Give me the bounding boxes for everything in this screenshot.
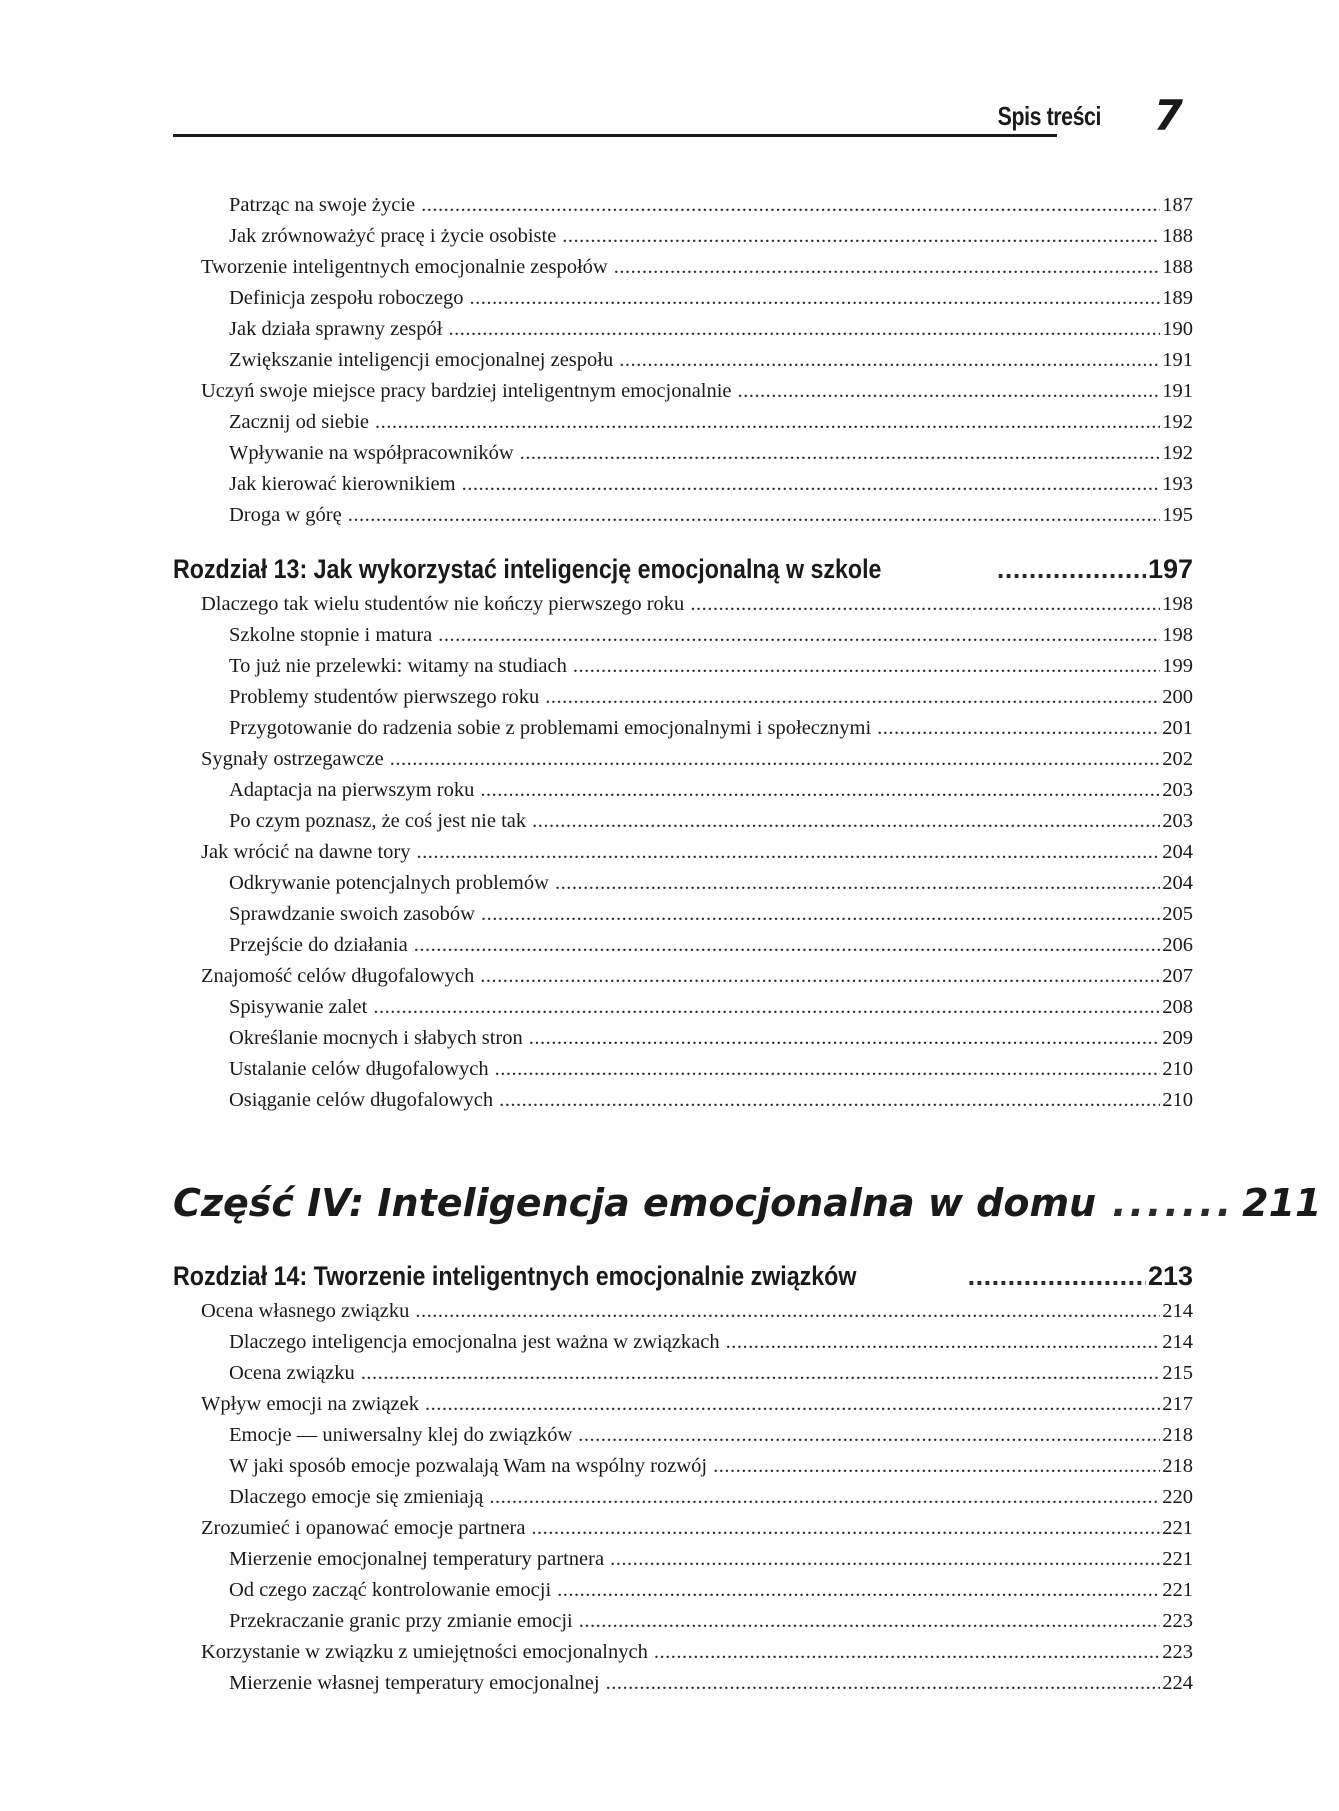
dot-leader <box>425 1393 1160 1416</box>
entry-title: Droga w górę <box>229 504 342 526</box>
entry-page: 187 <box>1162 194 1193 216</box>
part-heading[interactable] <box>173 1164 1322 1242</box>
dot-leader <box>614 256 1161 279</box>
entry-title: Sprawdzanie swoich zasobów <box>229 903 475 925</box>
page-number: 7 <box>1153 91 1183 140</box>
entry-page: 204 <box>1162 841 1193 863</box>
entry-title: Patrząc na swoje życie <box>229 194 416 216</box>
entry-page: 193 <box>1162 473 1193 495</box>
dot-leader <box>495 1058 1161 1081</box>
toc-subsection-entry[interactable] <box>173 872 1193 903</box>
dot-leader <box>545 686 1160 709</box>
dot-leader <box>968 1261 1146 1292</box>
chapter-heading[interactable] <box>173 1252 1193 1300</box>
toc-section-entry[interactable] <box>173 1393 1193 1424</box>
dot-leader <box>997 554 1146 585</box>
dot-leader <box>579 1610 1160 1633</box>
dot-leader <box>489 1486 1160 1509</box>
toc-subsection-entry[interactable] <box>173 1027 1193 1058</box>
header-rule <box>173 134 1057 137</box>
entry-page: 220 <box>1162 1486 1193 1508</box>
entry-title: Jak działa sprawny zespół <box>229 318 443 340</box>
entry-title: Ocena związku <box>229 1362 355 1384</box>
dot-leader <box>619 349 1160 372</box>
entry-title: Uczyń swoje miejsce pracy bardziej inteligentnym emocjonalnie <box>201 380 732 402</box>
entry-page: 198 <box>1162 593 1193 615</box>
entry-title: Emocje — uniwersalny klej do związków <box>229 1424 573 1446</box>
entry-title: Zwiększanie inteligencji emocjonalnej zespołu <box>229 349 614 371</box>
entry-title: Osiąganie celów długofalowych <box>229 1089 494 1111</box>
toc-subsection-entry[interactable] <box>173 287 1193 318</box>
entry-title: Przekraczanie granic przy zmianie emocji <box>229 1610 573 1632</box>
dot-leader <box>562 225 1160 248</box>
dot-leader <box>713 1455 1160 1478</box>
dot-leader <box>448 318 1160 341</box>
dot-leader <box>414 934 1161 957</box>
dot-leader <box>390 748 1161 771</box>
entry-title: To już nie przelewki: witamy na studiach <box>229 655 567 677</box>
toc-group <box>173 1300 1193 1703</box>
entry-title: Jak kierować kierownikiem <box>229 473 456 495</box>
dot-leader <box>690 593 1160 616</box>
toc-group <box>173 593 1193 1120</box>
section-title: Spis treści <box>997 101 1101 131</box>
dot-leader <box>610 1548 1160 1571</box>
toc-subsection-entry[interactable] <box>173 1610 1193 1641</box>
entry-title: Od czego zacząć kontrolowanie emocji <box>229 1579 552 1601</box>
entry-page: 192 <box>1162 442 1193 464</box>
entry-page: 224 <box>1162 1672 1193 1694</box>
entry-title: Wpływanie na współpracowników <box>229 442 514 464</box>
entry-title: Jak wrócić na dawne tory <box>201 841 411 863</box>
toc-section-entry[interactable] <box>173 593 1193 624</box>
toc-subsection-entry[interactable] <box>173 717 1193 748</box>
entry-page: 203 <box>1162 810 1193 832</box>
toc-subsection-entry[interactable] <box>173 318 1193 349</box>
dot-leader <box>726 1331 1161 1354</box>
toc-subsection-entry[interactable] <box>173 779 1193 810</box>
dot-leader <box>520 442 1161 465</box>
entry-page: 195 <box>1162 504 1193 526</box>
entry-title: Dlaczego tak wielu studentów nie kończy pierwszego roku <box>201 593 685 615</box>
dot-leader <box>480 779 1160 802</box>
toc-subsection-entry[interactable] <box>173 903 1193 934</box>
dot-leader <box>480 965 1160 988</box>
dot-leader <box>606 1672 1161 1695</box>
part-title: Część IV: Inteligencja emocjonalna w domu <box>173 1181 1097 1225</box>
entry-page: 191 <box>1162 380 1193 402</box>
entry-page: 218 <box>1162 1424 1193 1446</box>
table-of-contents <box>173 194 1322 1703</box>
dot-leader <box>531 1517 1160 1540</box>
entry-title: Korzystanie w związku z umiejętności emocjonalnych <box>201 1641 648 1663</box>
dot-leader <box>348 504 1161 527</box>
toc-subsection-entry[interactable] <box>173 934 1193 965</box>
entry-page: 203 <box>1162 779 1193 801</box>
toc-section-entry[interactable] <box>173 965 1193 996</box>
dot-leader <box>573 655 1160 678</box>
entry-title: Zacznij od siebie <box>229 411 370 433</box>
toc-subsection-entry[interactable] <box>173 225 1193 256</box>
entry-title: Ustalanie celów długofalowych <box>229 1058 489 1080</box>
toc-subsection-entry[interactable] <box>173 1362 1193 1393</box>
entry-title: Definicja zespołu roboczego <box>229 287 464 309</box>
entry-page: 206 <box>1162 934 1193 956</box>
toc-subsection-entry[interactable] <box>173 1331 1193 1362</box>
entry-page: 217 <box>1162 1393 1193 1415</box>
entry-page: 210 <box>1162 1058 1193 1080</box>
entry-page: 223 <box>1162 1641 1193 1663</box>
toc-subsection-entry[interactable] <box>173 686 1193 717</box>
entry-title: Odkrywanie potencjalnych problemów <box>229 872 549 894</box>
toc-group <box>173 194 1193 535</box>
toc-subsection-entry[interactable] <box>173 624 1193 655</box>
dot-leader <box>877 717 1160 740</box>
running-head <box>173 93 1193 143</box>
dot-leader <box>481 903 1160 926</box>
entry-title: Adaptacja na pierwszym roku <box>229 779 475 801</box>
toc-subsection-entry[interactable] <box>173 442 1193 473</box>
chapter-title: Rozdział 13: Jak wykorzystać inteligencję emocjonalną w szkole <box>173 553 882 584</box>
toc-section-entry[interactable] <box>173 1641 1193 1672</box>
dot-leader <box>421 194 1160 217</box>
entry-page: 221 <box>1162 1517 1193 1539</box>
entry-page: 204 <box>1162 872 1193 894</box>
entry-page: 215 <box>1162 1362 1193 1384</box>
entry-title: Po czym poznasz, że coś jest nie tak <box>229 810 527 832</box>
toc-section-entry[interactable] <box>173 748 1193 779</box>
entry-page: 200 <box>1162 686 1193 708</box>
toc-section-entry[interactable] <box>173 380 1193 411</box>
entry-title: Ocena własnego związku <box>201 1300 410 1322</box>
chapter-page: 213 <box>1147 1260 1193 1291</box>
dot-leader <box>373 996 1160 1019</box>
entry-title: Przygotowanie do radzenia sobie z problemami emocjonalnymi i społecznymi <box>229 717 872 739</box>
entry-page: 201 <box>1162 717 1193 739</box>
dot-leader <box>738 380 1161 403</box>
entry-page: 214 <box>1162 1300 1193 1322</box>
dot-leader <box>416 841 1160 864</box>
toc-subsection-entry[interactable] <box>173 1579 1193 1610</box>
entry-page: 191 <box>1162 349 1193 371</box>
toc-subsection-entry[interactable] <box>173 1486 1193 1517</box>
toc-section-entry[interactable] <box>173 1517 1193 1548</box>
entry-title: Wpływ emocji na związek <box>201 1393 420 1415</box>
entry-title: Dlaczego inteligencja emocjonalna jest ważna w związkach <box>229 1331 720 1353</box>
entry-page: 205 <box>1162 903 1193 925</box>
toc-subsection-entry[interactable] <box>173 1455 1193 1486</box>
toc-subsection-entry[interactable] <box>173 810 1193 841</box>
entry-title: Mierzenie własnej temperatury emocjonalnej <box>229 1672 600 1694</box>
entry-page: 221 <box>1162 1548 1193 1570</box>
toc-section-entry[interactable] <box>173 1300 1193 1331</box>
entry-title: Określanie mocnych i słabych stron <box>229 1027 523 1049</box>
toc-subsection-entry[interactable] <box>173 1672 1193 1703</box>
entry-page: 210 <box>1162 1089 1193 1111</box>
dot-leader <box>529 1027 1160 1050</box>
entry-page: 209 <box>1162 1027 1193 1049</box>
entry-page: 198 <box>1162 624 1193 646</box>
entry-title: Zrozumieć i opanować emocje partnera <box>201 1517 526 1539</box>
dot-leader <box>578 1424 1160 1447</box>
dot-leader <box>438 624 1160 647</box>
dot-leader <box>1112 1181 1232 1225</box>
toc-subsection-entry[interactable] <box>173 473 1193 504</box>
entry-title: Jak zrównoważyć pracę i życie osobiste <box>229 225 557 247</box>
part-page: 211 <box>1242 1181 1322 1225</box>
toc-section-entry[interactable] <box>173 256 1193 287</box>
dot-leader <box>499 1089 1160 1112</box>
dot-leader <box>462 473 1161 496</box>
dot-leader <box>557 1579 1160 1602</box>
entry-page: 192 <box>1162 411 1193 433</box>
entry-page: 207 <box>1162 965 1193 987</box>
dot-leader <box>361 1362 1160 1385</box>
entry-page: 221 <box>1162 1579 1193 1601</box>
toc-subsection-entry[interactable] <box>173 349 1193 380</box>
toc-section-entry[interactable] <box>173 841 1193 872</box>
entry-page: 188 <box>1162 225 1193 247</box>
entry-title: Przejście do działania <box>229 934 408 956</box>
chapter-heading[interactable] <box>173 545 1193 593</box>
entry-title: Sygnały ostrzegawcze <box>201 748 384 770</box>
chapter-title: Rozdział 14: Tworzenie inteligentnych emocjonalnie związków <box>173 1260 857 1291</box>
dot-leader <box>555 872 1160 895</box>
entry-page: 189 <box>1162 287 1193 309</box>
entry-page: 214 <box>1162 1331 1193 1353</box>
entry-page: 218 <box>1162 1455 1193 1477</box>
toc-subsection-entry[interactable] <box>173 996 1193 1027</box>
entry-page: 223 <box>1162 1610 1193 1632</box>
entry-title: Mierzenie emocjonalnej temperatury partnera <box>229 1548 605 1570</box>
entry-title: Spisywanie zalet <box>229 996 368 1018</box>
toc-subsection-entry[interactable] <box>173 1424 1193 1455</box>
dot-leader <box>375 411 1160 434</box>
entry-title: W jaki sposób emocje pozwalają Wam na wspólny rozwój <box>229 1455 708 1477</box>
entry-page: 188 <box>1162 256 1193 278</box>
toc-subsection-entry[interactable] <box>173 1548 1193 1579</box>
toc-subsection-entry[interactable] <box>173 411 1193 442</box>
entry-title: Znajomość celów długofalowych <box>201 965 475 987</box>
toc-subsection-entry[interactable] <box>173 1058 1193 1089</box>
entry-title: Tworzenie inteligentnych emocjonalnie zespołów <box>201 256 608 278</box>
dot-leader <box>415 1300 1160 1323</box>
toc-subsection-entry[interactable] <box>173 194 1193 225</box>
toc-subsection-entry[interactable] <box>173 1089 1193 1120</box>
entry-page: 199 <box>1162 655 1193 677</box>
toc-subsection-entry[interactable] <box>173 655 1193 686</box>
toc-subsection-entry[interactable] <box>173 504 1193 535</box>
entry-title: Dlaczego emocje się zmieniają <box>229 1486 484 1508</box>
entry-page: 208 <box>1162 996 1193 1018</box>
entry-page: 202 <box>1162 748 1193 770</box>
entry-page: 190 <box>1162 318 1193 340</box>
dot-leader <box>532 810 1160 833</box>
dot-leader <box>654 1641 1160 1664</box>
entry-title: Problemy studentów pierwszego roku <box>229 686 540 708</box>
chapter-page: 197 <box>1147 553 1193 584</box>
entry-title: Szkolne stopnie i matura <box>229 624 433 646</box>
dot-leader <box>470 287 1161 310</box>
